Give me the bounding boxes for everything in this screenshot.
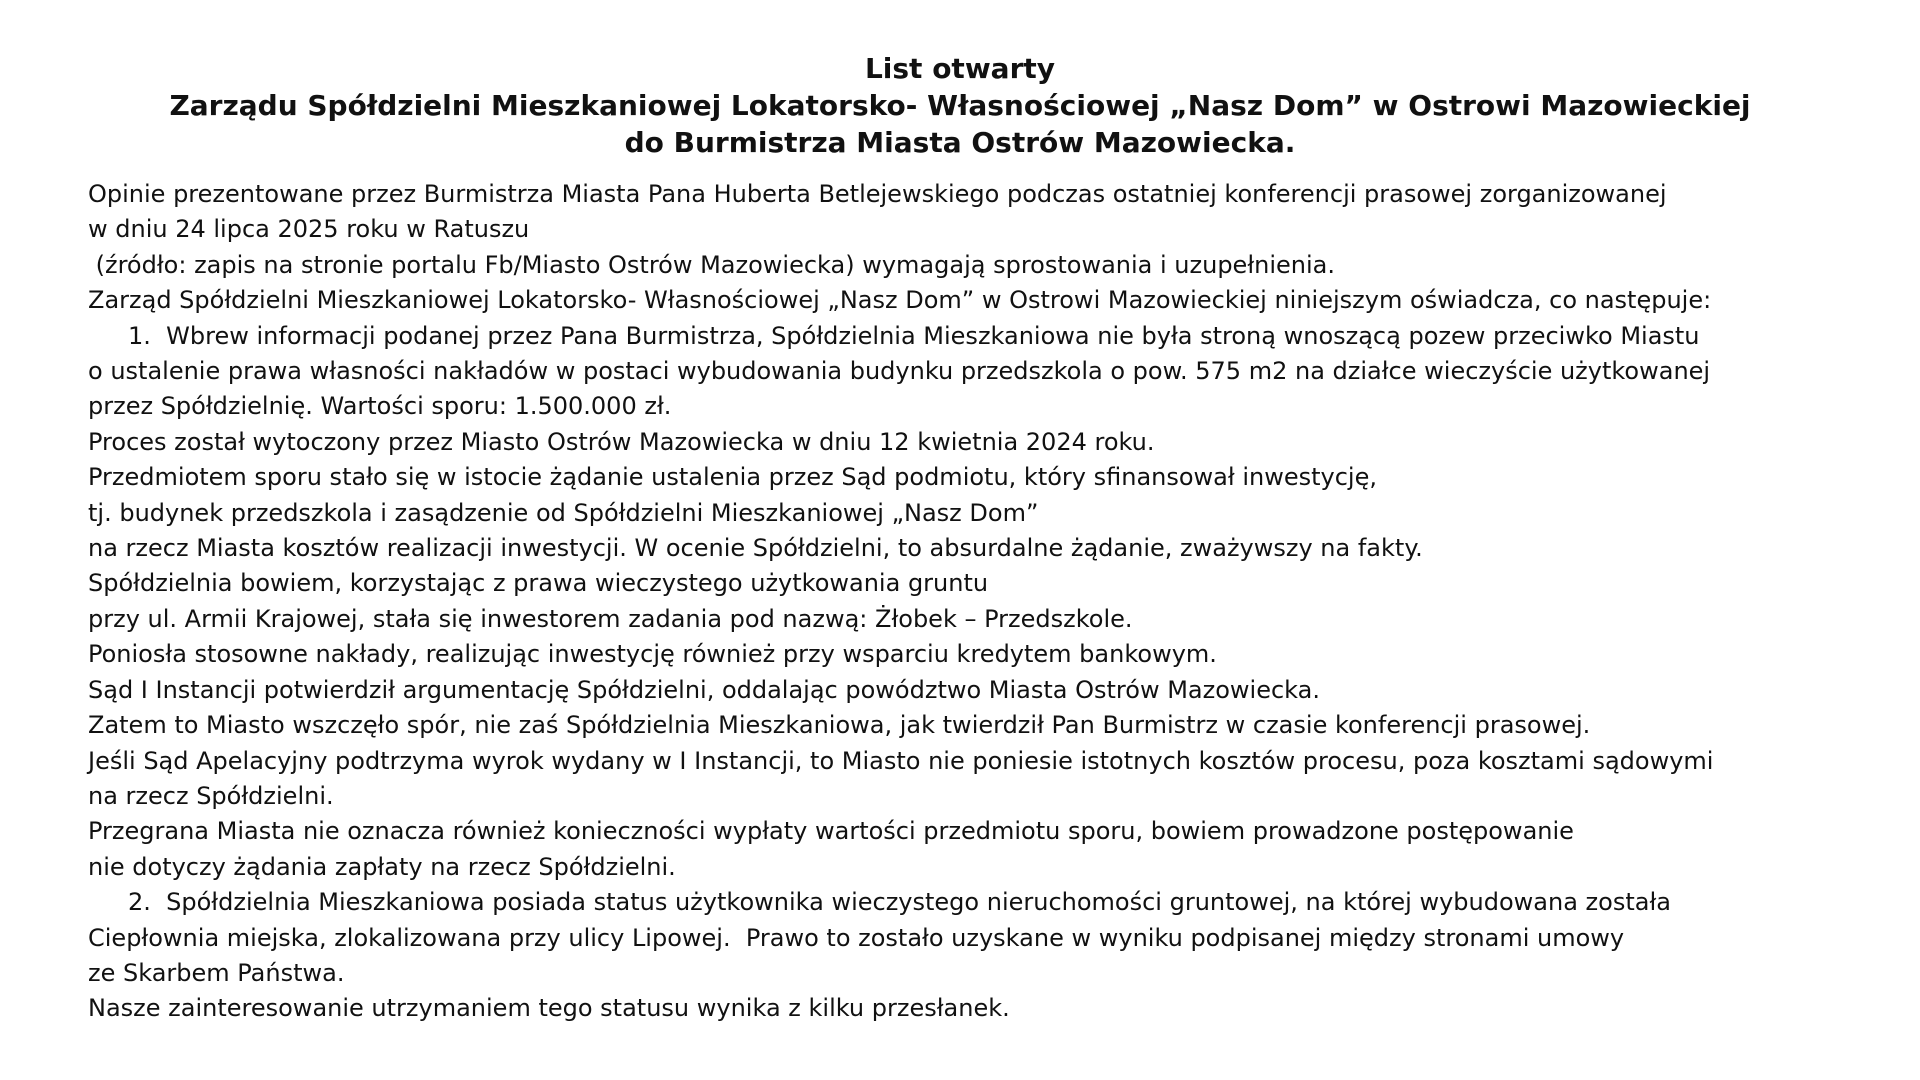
letter-title: List otwarty (864, 52, 1056, 85)
body-line: przez Spółdzielnię. Wartości sporu: 1.500.000 zł. (88, 392, 672, 421)
letter-header (0, 50, 1920, 161)
body-line: przy ul. Armii Krajowej, stała się inwestorem zadania pod nazwą: Żłobek – Przedszkole. (88, 604, 1133, 633)
body-line: Przedmiotem sporu stało się w istocie żądanie ustalenia przez Sąd podmiotu, który sfinansował inwestycję, (88, 463, 1377, 492)
list-item-2: 2. Spółdzielnia Mieszkaniowa posiada status użytkownika wieczystego nieruchomości gruntowej, na której wybudowana została (128, 888, 1671, 917)
body-line: tj. budynek przedszkola i zasądzenie od Spółdzielni Mieszkaniowej „Nasz Dom” (88, 498, 1039, 527)
body-line: na rzecz Miasta kosztów realizacji inwestycji. W ocenie Spółdzielni, to absurdalne żądanie, zważywszy na fakty. (88, 534, 1423, 563)
body-line: ze Skarbem Państwa. (88, 958, 345, 987)
body-line: Zarząd Spółdzielni Mieszkaniowej Lokatorsko- Własnościowej „Nasz Dom” w Ostrowi Mazowieckiej niniejszym oświadcza, co następuje: (88, 286, 1712, 315)
body-line: Proces został wytoczony przez Miasto Ostrów Mazowiecka w dniu 12 kwietnia 2024 roku. (88, 427, 1155, 456)
body-line: (źródło: zapis na stronie portalu Fb/Miasto Ostrów Mazowiecka) wymagają sprostowania i uzupełnienia. (88, 250, 1335, 279)
body-line: Przegrana Miasta nie oznacza również konieczności wypłaty wartości przedmiotu sporu, bowiem prowadzone postępowanie (88, 817, 1574, 846)
letter-recipient: do Burmistrza Miasta Ostrów Mazowiecka. (624, 126, 1296, 159)
body-line: Poniosła stosowne nakłady, realizując inwestycję również przy wsparciu kredytem bankowym. (88, 640, 1217, 669)
body-line: Opinie prezentowane przez Burmistrza Miasta Pana Huberta Betlejewskiego podczas ostatniej konferencji prasowej zorganizowanej (88, 180, 1667, 208)
letter-sender: Zarządu Spółdzielni Mieszkaniowej Lokatorsko- Własnościowej „Nasz Dom” w Ostrowi Mazowieckiej (169, 89, 1751, 122)
body-line: Sąd I Instancji potwierdził argumentację Spółdzielni, oddalając powództwo Miasta Ostrów Mazowiecka. (88, 675, 1320, 704)
body-line: Ciepłownia miejska, zlokalizowana przy ulicy Lipowej. Prawo to zostało uzyskane w wyniku podpisanej między stronami umowy (88, 923, 1625, 952)
body-line: w dniu 24 lipca 2025 roku w Ratuszu (88, 215, 530, 244)
body-line: Spółdzielnia bowiem, korzystając z prawa wieczystego użytkowania gruntu (88, 569, 989, 598)
list-item-1: 1. Wbrew informacji podanej przez Pana Burmistrza, Spółdzielnia Mieszkaniowa nie była stroną wnoszącą pozew przeciwko Miastu (128, 321, 1700, 350)
body-line: Jeśli Sąd Apelacyjny podtrzyma wyrok wydany w I Instancji, to Miasto nie poniesie istotnych kosztów procesu, poza kosztami sądowymi (88, 746, 1714, 775)
letter-body (0, 177, 1920, 1027)
body-line: o ustalenie prawa własności nakładów w postaci wybudowania budynku przedszkola o pow. 575 m2 na działce wieczyście użytkowanej (88, 357, 1711, 386)
body-line: na rzecz Spółdzielni. (88, 781, 334, 810)
body-line: Zatem to Miasto wszczęło spór, nie zaś Spółdzielnia Mieszkaniowa, jak twierdził Pan Burmistrz w czasie konferencji prasowej. (88, 711, 1591, 740)
body-line: nie dotyczy żądania zapłaty na rzecz Spółdzielni. (88, 852, 676, 881)
body-line: Nasze zainteresowanie utrzymaniem tego statusu wynika z kilku przesłanek. (88, 994, 1010, 1023)
